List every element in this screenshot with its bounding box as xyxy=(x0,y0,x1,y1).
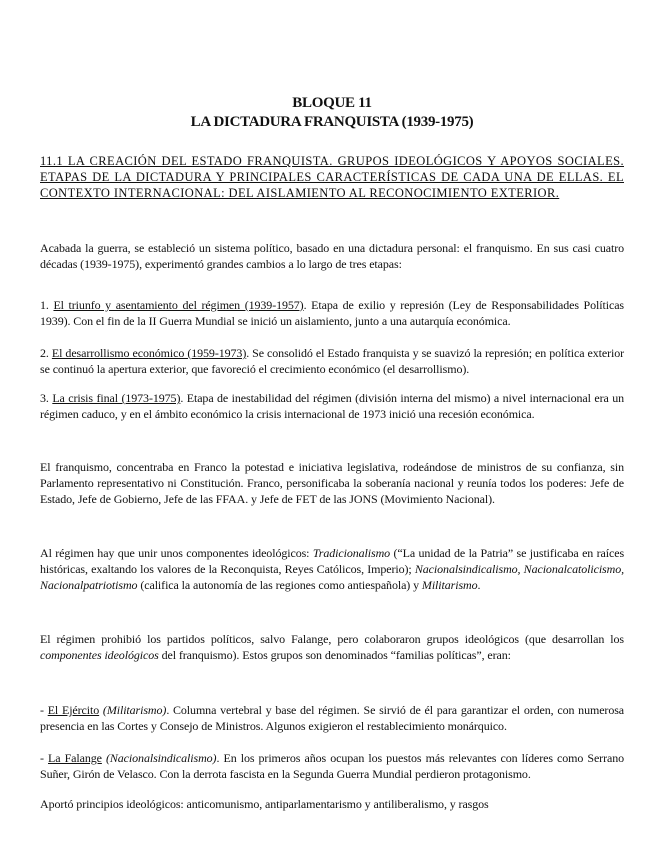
block-title: BLOQUE 11 xyxy=(292,95,372,111)
stage-2-paragraph xyxy=(40,345,624,377)
families-paragraph xyxy=(40,631,624,663)
stage-2-title: El desarrollismo económico (1959-1973) xyxy=(51,346,247,360)
falange-text: . En los primeros años ocupan los puestos más relevantes con líderes como Serrano Suñer, Girón de Velasco. Con la derrota fascista en la Segunda Guerra Mundial perdieron protagonismo. xyxy=(40,751,624,781)
families-term: componentes ideológicos xyxy=(40,648,159,662)
section-heading: 11.1 LA CREACIÓN DEL ESTADO FRANQUISTA. GRUPOS IDEOLÓGICOS Y APOYOS SOCIALES. ETAPAS DE LA DICTADURA Y PRINCIPALES CARACTERÍSTICAS DE CADA UNA DE ELLAS. EL CONTEXTO INTERNACIONAL: DEL AISLAMIENTO AL RECONOCIMIENTO EXTERIOR. xyxy=(40,154,624,200)
falange-name: La Falange xyxy=(48,751,102,765)
army-name: El Ejército xyxy=(47,703,100,717)
ideology-text-g: . xyxy=(477,578,481,592)
ideology-terms-nacional: Nacionalsindicalismo, Nacionalcatolicismo, Nacionalpatriotismo xyxy=(40,562,624,592)
intro-paragraph: Acabada la guerra, se estableció un sistema político, basado en una dictadura personal: el franquismo. En sus casi cuatro décadas (1939-1975), experimentó grandes cambios a lo largo de tres etapas: xyxy=(40,241,624,271)
families-text-c: del franquismo). Estos grupos son denominados “familias políticas”, eran: xyxy=(158,648,511,662)
army-paragraph xyxy=(40,702,624,734)
stage-2-number: 2. xyxy=(40,346,49,360)
ideology-term-tradicionalismo: Tradicionalismo xyxy=(312,546,391,560)
falange-dash: - xyxy=(40,751,49,765)
ideology-text-a: Al régimen hay que unir unos componentes ideológicos: xyxy=(40,546,313,560)
ideology-paragraph xyxy=(40,545,624,593)
ideology-term-militarismo: Militarismo xyxy=(421,578,478,592)
stage-3-paragraph xyxy=(40,390,624,422)
document-title: LA DICTADURA FRANQUISTA (1939-1975) xyxy=(190,114,474,130)
falange-tag: (Nacionalsindicalismo) xyxy=(101,751,217,765)
stage-1-number: 1. xyxy=(40,298,49,312)
stage-3-number: 3. xyxy=(40,391,49,405)
stage-2-text: . Se consolidó el Estado franquista y se suavizó la represión; en política exterior se continuó la apertura exterior, que favoreció el crecimiento económico (el desarrollismo). xyxy=(40,346,624,376)
ideology-text-e: (califica la autonomía de las regiones como antiespañola) y xyxy=(137,578,422,592)
stage-3-title: La crisis final (1973-1975) xyxy=(52,391,181,405)
families-text-a: El régimen prohibió los partidos políticos, salvo Falange, pero colaboraron grupos ideológicos (que desarrollan los xyxy=(40,632,624,646)
army-tag: (Militarismo) xyxy=(99,703,167,717)
falange-paragraph xyxy=(40,750,624,782)
ideology-text-c: (“La unidad de la Patria” se justificaba en raíces históricas, exaltando los valores de la Reconquista, Reyes Católicos, Imperio); xyxy=(40,546,625,576)
stage-1-text: . Etapa de exilio y represión (Ley de Responsabilidades Políticas 1939). Con el fin de la II Guerra Mundial se inició un aislamiento, junto a una autarquía económica. xyxy=(40,298,624,328)
army-dash: - xyxy=(40,703,48,717)
stage-1-title: El triunfo y asentamiento del régimen (1939-1957) xyxy=(53,298,304,312)
stage-1-paragraph xyxy=(40,297,624,329)
army-text: . Columna vertebral y base del régimen. Se sirvió de él para garantizar el orden, con numerosa presencia en las Cortes y Consejo de Ministros. Algunos exigieron el restablecimiento monárquico. xyxy=(40,703,625,733)
contribution-paragraph: Aportó principios ideológicos: anticomunismo, antiparlamentarismo y antiliberalismo, y rasgos xyxy=(40,797,489,811)
title-block xyxy=(0,94,664,132)
stage-3-text: . Etapa de inestabilidad del régimen (división interna del mismo) a nivel internacional era un régimen caduco, y en el ámbito económico la crisis internacional de 1973 inició una recesión económica. xyxy=(40,391,625,421)
franquismo-paragraph: El franquismo, concentraba en Franco la potestad e iniciativa legislativa, rodeándose de ministros de su confianza, sin Parlamento representativo ni Constitución. Franco, personificaba la soberanía nacional y reunía todos los poderes: Jefe de Estado, Jefe de Gobierno, Jefe de las FFAA. y Jefe de FET de las JONS (Movimiento Nacional). xyxy=(40,460,624,506)
